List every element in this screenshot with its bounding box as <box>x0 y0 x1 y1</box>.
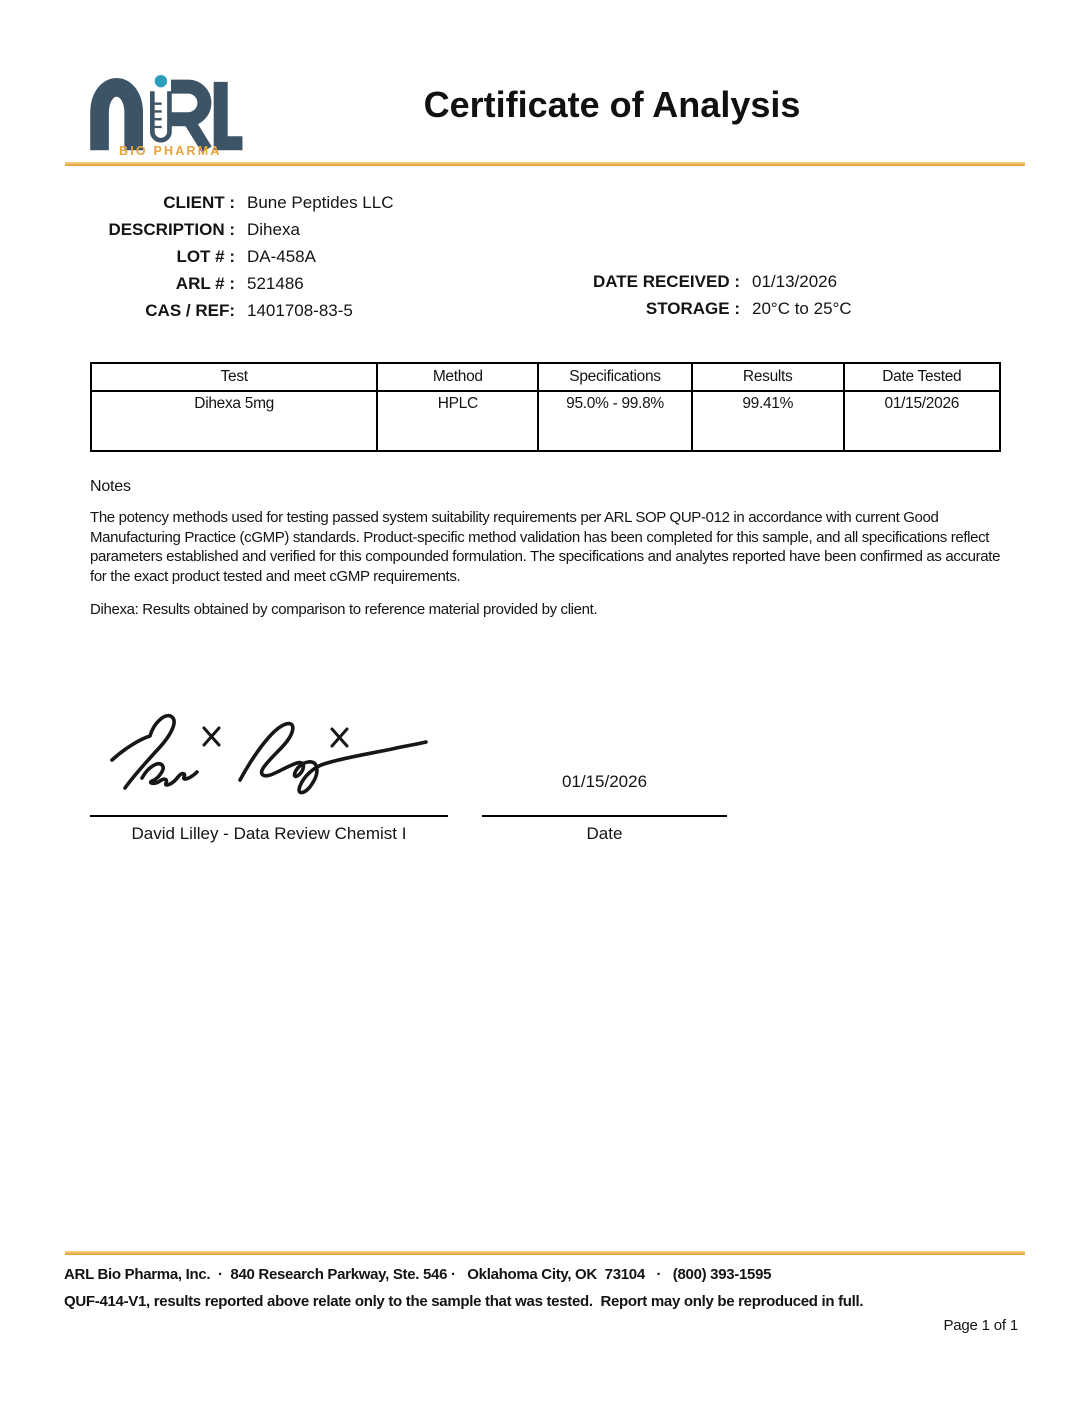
column-header-results: Results <box>692 363 844 391</box>
date-label: Date <box>586 824 623 843</box>
description-value: Dihexa <box>247 220 300 239</box>
results-table <box>90 362 1001 452</box>
cell-test: Dihexa 5mg <box>91 391 377 451</box>
signature-stroke-first-tail <box>142 764 197 785</box>
info-row-date-received <box>560 268 852 295</box>
footer-disclaimer-line: QUF-414-V1, results reported above relate only to the sample that was tested. Report may only be reproduced in full. <box>64 1293 864 1310</box>
signature-stroke-second <box>240 724 426 793</box>
cell-specifications: 95.0% - 99.8% <box>538 391 692 451</box>
results-table-header-row <box>91 363 1000 391</box>
signature-x-mark-2 <box>332 729 347 746</box>
info-row-client <box>88 189 394 216</box>
client-value: Bune Peptides LLC <box>247 193 394 212</box>
cell-date-tested: 01/15/2026 <box>844 391 1000 451</box>
signature-x-mark-1 <box>204 728 219 745</box>
table-row <box>91 391 1000 451</box>
signature-line <box>90 815 448 817</box>
description-label: DESCRIPTION : <box>108 220 235 239</box>
column-header-specifications: Specifications <box>538 363 692 391</box>
info-row-storage <box>560 295 852 322</box>
sample-info-block <box>88 189 394 324</box>
arl-number-value: 521486 <box>247 274 304 293</box>
notes-reference-paragraph: Dihexa: Results obtained by comparison to reference material provided by client. <box>90 601 598 618</box>
cell-results: 99.41% <box>692 391 844 451</box>
notes-paragraph: The potency methods used for testing passed system suitability requirements per ARL SOP QUP-012 in accordance with current Good Manufacturing Practice (cGMP) standards. Product-specific method validation has been completed for this sample, and all specifications reflect parameters established and verified for this compounded formulation. The specifications and analytes reported have been confirmed as accurate for the exact product tested and meet cGMP requirements. <box>90 509 1001 585</box>
column-header-method: Method <box>377 363 538 391</box>
lot-value: DA-458A <box>247 247 316 266</box>
column-header-date-tested: Date Tested <box>844 363 1000 391</box>
header-divider <box>65 162 1025 166</box>
date-received-label: DATE RECEIVED : <box>592 272 740 291</box>
cas-ref-value: 1401708-83-5 <box>247 301 353 320</box>
logo-subtitle: BIO PHARMA <box>119 144 222 158</box>
notes-heading: Notes <box>90 478 131 495</box>
info-row-arl <box>88 270 394 297</box>
info-row-cas <box>88 297 394 324</box>
arl-number-label: ARL # : <box>175 274 235 293</box>
footer-company-line: ARL Bio Pharma, Inc. · 840 Research Parkway, Ste. 546 · Oklahoma City, OK 73104 · (800) 393-1595 <box>64 1266 772 1283</box>
lot-label: LOT # : <box>176 247 235 266</box>
signer-name: David Lilley - Data Review Chemist I <box>131 824 407 843</box>
signature-image <box>92 702 442 804</box>
footer-divider <box>65 1251 1025 1255</box>
storage-value: 20°C to 25°C <box>752 299 852 318</box>
page-number: Page 1 of 1 <box>943 1317 1018 1334</box>
date-received-value: 01/13/2026 <box>752 272 838 291</box>
column-header-test: Test <box>91 363 377 391</box>
cas-ref-label: CAS / REF: <box>145 301 235 320</box>
signature-date-value: 01/15/2026 <box>561 772 648 791</box>
info-row-description <box>88 216 394 243</box>
storage-label: STORAGE : <box>645 299 740 318</box>
client-label: CLIENT : <box>163 193 235 212</box>
page-title: Certificate of Analysis <box>423 84 801 125</box>
date-line <box>482 815 727 817</box>
receipt-info-block <box>560 268 852 322</box>
info-row-lot <box>88 243 394 270</box>
cell-method: HPLC <box>377 391 538 451</box>
logo-letter-a <box>100 87 134 150</box>
